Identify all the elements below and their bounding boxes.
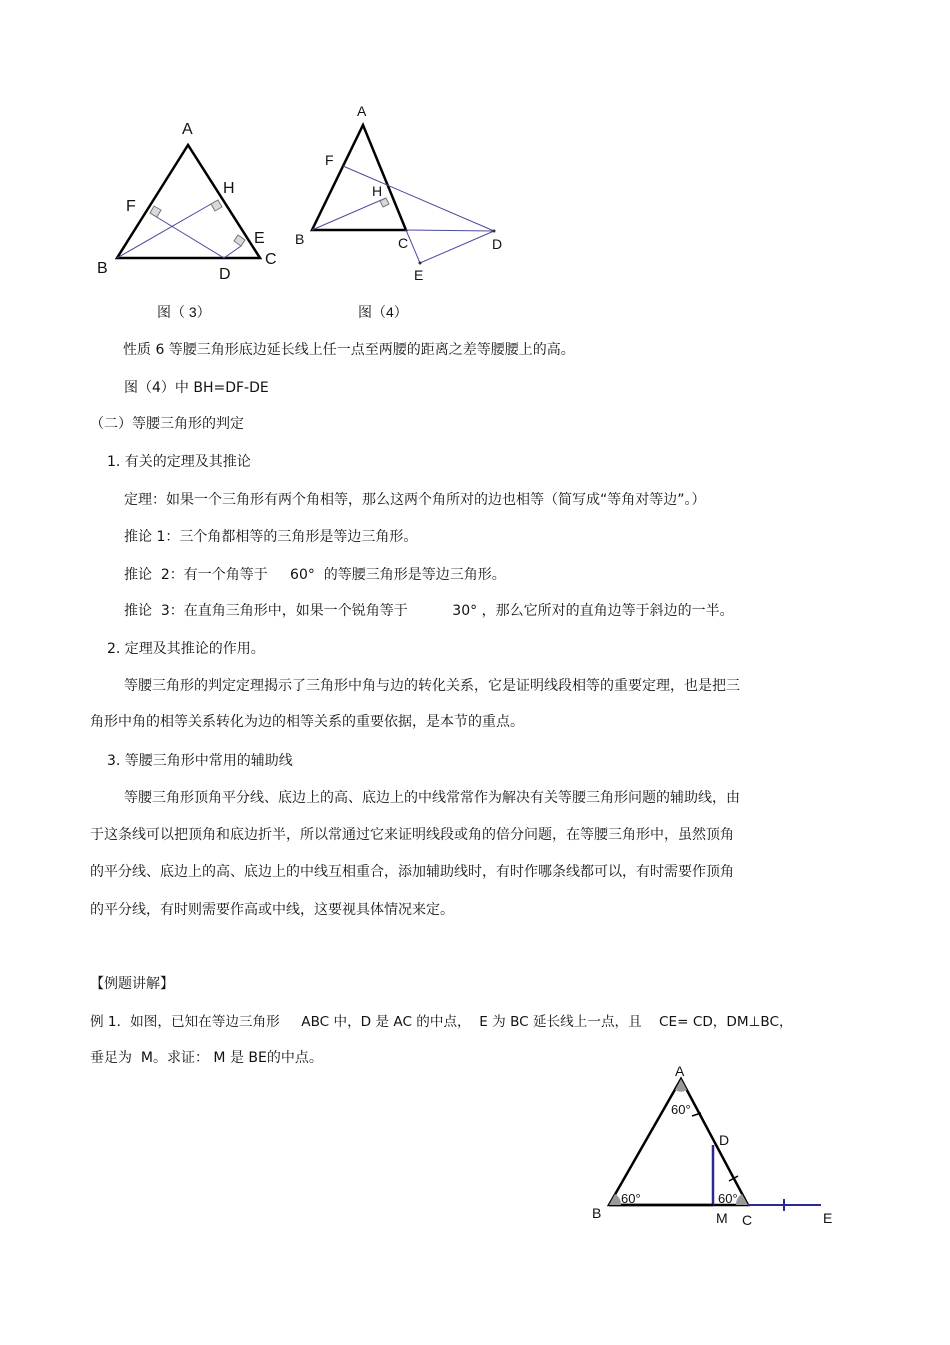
fig4-line-df [343, 166, 494, 231]
fig4-right-angle-h [380, 198, 389, 207]
item-1-title: 1. 有关的定理及其推论 [107, 454, 251, 470]
fig5-angle-a: 60° [671, 1102, 691, 1117]
fig4-line-bh [312, 198, 386, 230]
corollary-3: 推论 3：在直角三角形中，如果一个锐角等于 30° ，那么它所对的直角边等于斜边的一半。 [124, 603, 734, 619]
theorem: 定理：如果一个三角形有两个角相等，那么这两个角所对的边也相等（简写成“等角对等边”。） [124, 492, 706, 508]
fig4-label-e: E [414, 267, 424, 283]
fig5-label-e: E [823, 1210, 833, 1226]
fig3-line-de [224, 246, 241, 258]
item-3-para-line-1: 等腰三角形顶角平分线、底边上的高、底边上的中线常常作为解决有关等腰三角形问题的辅助线，由 [124, 790, 740, 806]
example-header: 【例题讲解】 [90, 976, 174, 992]
fig4-line-cd [406, 230, 494, 231]
item-3-para-line-3: 的平分线、底边上的高、底边上的中线互相重合，添加辅助线时，有时作哪条线都可以，有时需要作顶角 [90, 864, 734, 880]
item-3-para-line-4: 的平分线，有时则需要作高或中线，这要视具体情况来定。 [90, 902, 454, 918]
item-3-title: 3. 等腰三角形中常用的辅助线 [107, 753, 293, 769]
corollary-2: 推论 2：有一个角等于 60° 的等腰三角形是等边三角形。 [124, 567, 506, 583]
fig3-right-angle-e [234, 235, 245, 246]
example-1-line-2: 垂足为 M。求证： M 是 BE的中点。 [90, 1050, 323, 1066]
fig3-label-b: B [97, 260, 108, 277]
fig3-caption: 图（ 3） [157, 304, 211, 320]
fig3-label-h: H [223, 180, 235, 197]
item-2-title: 2. 定理及其推论的作用。 [107, 641, 265, 657]
fig4-label-b: B [295, 231, 305, 247]
example-1-line-1: 例 1．如图，已知在等边三角形 ABC 中，D 是 AC 的中点， E 为 BC 延长线上一点，且 CE= CD，DM⊥BC， [90, 1014, 793, 1030]
fig3-right-angle-f [150, 206, 161, 217]
fig5-label-b: B [592, 1205, 602, 1221]
fig3-label-d: D [219, 266, 231, 283]
fig3-line-df [150, 213, 224, 258]
fig3-label-e: E [254, 230, 265, 247]
fig4-point-d [493, 230, 496, 233]
fig5-label-c: C [742, 1212, 753, 1228]
fig3-label-f: F [126, 198, 136, 215]
section-2-title: （二）等腰三角形的判定 [90, 416, 244, 432]
corollary-1: 推论 1：三个角都相等的三角形是等边三角形。 [124, 529, 418, 545]
property-6: 性质 6 等腰三角形底边延长线上任一点至两腰的距离之差等腰腰上的高。 [123, 342, 575, 358]
fig4-label-f: F [325, 152, 334, 168]
fig5-label-d: D [719, 1132, 730, 1148]
fig5-angle-b: 60° [621, 1191, 641, 1206]
fig4-point-e [419, 262, 422, 265]
item-3-para-line-2: 于这条线可以把顶角和底边折半，所以常通过它来证明线段或角的倍分问题，在等腰三角形中，虽然顶角 [90, 827, 734, 843]
item-2-para-line-2: 角形中角的相等关系转化为边的相等关系的重要依据，是本节的重点。 [90, 714, 524, 730]
fig4-label-d: D [492, 236, 503, 252]
fig4-label-h: H [372, 183, 383, 199]
fig4-triangle [312, 125, 406, 230]
fig4-line-de [420, 231, 494, 263]
fig5-label-m: M [716, 1210, 728, 1226]
fig4-label-a: A [357, 103, 367, 119]
fig3-label-c: C [265, 251, 277, 268]
fig4-equation: 图（4）中 BH=DF-DE [124, 380, 269, 396]
fig5-label-a: A [675, 1063, 685, 1079]
fig5-angle-c: 60° [718, 1191, 738, 1206]
item-2-para-line-1: 等腰三角形的判定定理揭示了三角形中角与边的转化关系，它是证明线段相等的重要定理，也是把三 [124, 678, 740, 694]
fig3-label-a: A [182, 121, 193, 138]
fig4-caption: 图（4） [358, 304, 408, 320]
fig3-right-angle-h [211, 200, 222, 211]
fig4-label-c: C [398, 235, 409, 251]
